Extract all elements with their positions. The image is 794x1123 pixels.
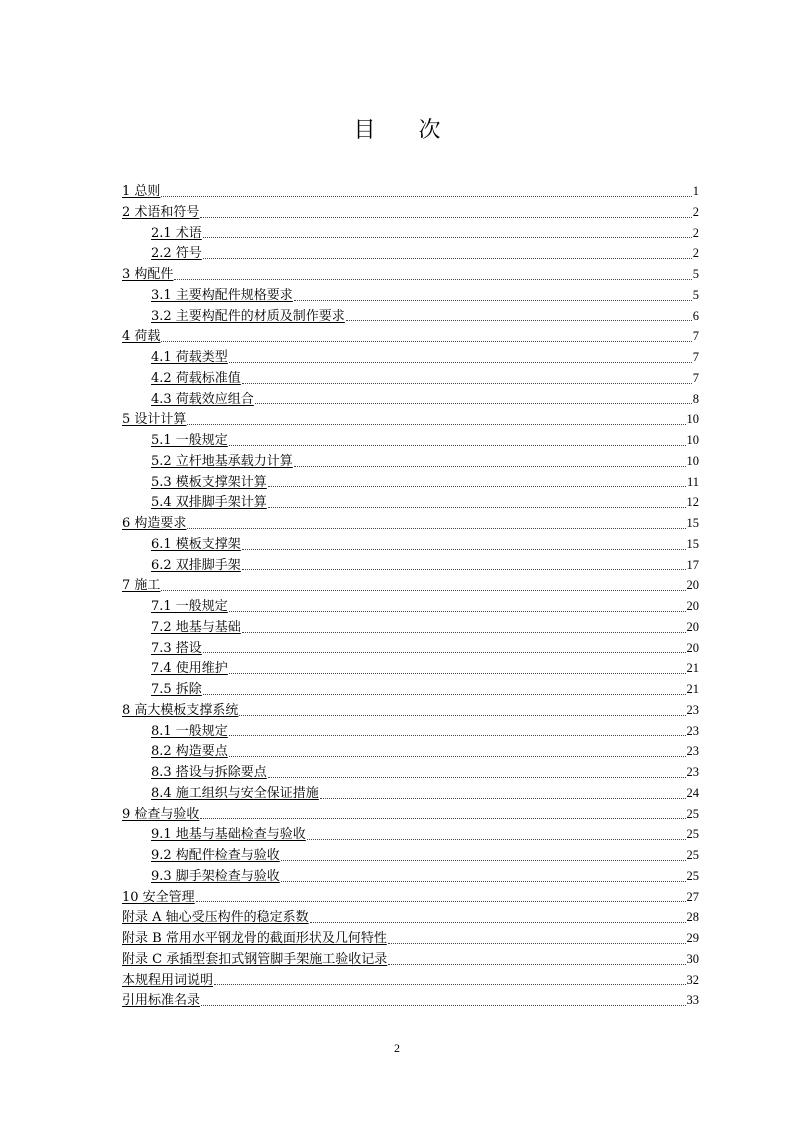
toc-entry-page: 7 bbox=[692, 350, 699, 364]
toc-entry[interactable] bbox=[122, 513, 699, 534]
toc-entry[interactable] bbox=[122, 202, 699, 223]
toc-entry-label[interactable]: 5.4 双排脚手架计算 bbox=[151, 495, 267, 511]
dot-leader bbox=[268, 777, 686, 778]
table-of-contents bbox=[122, 181, 699, 1011]
dot-leader bbox=[161, 341, 691, 342]
toc-entry-label[interactable]: 7.3 搭设 bbox=[151, 640, 202, 656]
toc-entry-label[interactable]: 7.2 地基与基础 bbox=[151, 619, 241, 635]
toc-entry-label[interactable]: 6.1 模板支撑架 bbox=[151, 536, 241, 552]
dot-leader bbox=[200, 818, 685, 819]
dot-leader bbox=[203, 237, 692, 238]
toc-entry-page: 27 bbox=[686, 889, 699, 904]
toc-entry-page: 33 bbox=[686, 993, 699, 1008]
toc-entry-page: 23 bbox=[686, 702, 699, 717]
toc-entry[interactable] bbox=[122, 907, 699, 928]
toc-entry-label[interactable]: 5.3 模板支撑架计算 bbox=[151, 474, 267, 490]
toc-entry-page: 5 bbox=[692, 287, 699, 302]
dot-leader bbox=[229, 445, 686, 446]
toc-entry-label[interactable]: 7.4 使用维护 bbox=[151, 661, 228, 677]
toc-entry-label[interactable]: 4.1 荷载类型 bbox=[151, 350, 228, 365]
toc-entry-label[interactable]: 8.1 一般规定 bbox=[151, 723, 228, 739]
toc-entry-page: 23 bbox=[686, 744, 699, 759]
toc-entry[interactable] bbox=[122, 451, 699, 472]
dot-leader bbox=[310, 922, 686, 923]
page-number: 2 bbox=[394, 1041, 400, 1055]
dot-leader bbox=[388, 964, 685, 965]
toc-entry-page: 10 bbox=[686, 433, 699, 447]
toc-entry[interactable] bbox=[122, 596, 699, 617]
toc-entry[interactable] bbox=[122, 990, 699, 1011]
dot-leader bbox=[294, 300, 692, 301]
toc-entry-label[interactable]: 2 术语和符号 bbox=[122, 204, 200, 220]
toc-entry-label[interactable]: 8.3 搭设与拆除要点 bbox=[151, 765, 267, 780]
dot-leader bbox=[229, 673, 686, 674]
toc-entry-label[interactable]: 5 设计计算 bbox=[122, 412, 187, 428]
toc-entry[interactable] bbox=[122, 700, 699, 721]
toc-entry-label[interactable]: 6.2 双排脚手架 bbox=[151, 557, 241, 573]
dot-leader bbox=[242, 549, 686, 550]
dot-leader bbox=[281, 860, 686, 861]
toc-entry[interactable] bbox=[122, 430, 699, 451]
toc-entry-page: 12 bbox=[686, 495, 699, 510]
toc-entry-page: 23 bbox=[686, 723, 699, 738]
toc-entry-page: 2 bbox=[692, 204, 699, 219]
toc-entry[interactable] bbox=[122, 264, 699, 285]
toc-entry-label[interactable]: 1 总则 bbox=[122, 184, 161, 199]
toc-entry-label[interactable]: 2.1 术语 bbox=[151, 225, 202, 241]
toc-entry[interactable] bbox=[122, 389, 699, 410]
dot-leader bbox=[268, 507, 686, 508]
dot-leader bbox=[242, 632, 686, 633]
toc-entry[interactable] bbox=[122, 804, 699, 825]
toc-entry-label[interactable]: 附录 C 承插型套扣式钢管脚手架施工验收记录 bbox=[122, 951, 388, 967]
toc-entry[interactable] bbox=[122, 243, 699, 264]
toc-entry-page: 15 bbox=[686, 516, 699, 530]
dot-leader bbox=[255, 403, 692, 404]
toc-entry-page: 32 bbox=[686, 972, 699, 987]
toc-entry[interactable] bbox=[122, 928, 699, 949]
toc-entry[interactable] bbox=[122, 223, 699, 244]
dot-leader bbox=[196, 901, 686, 902]
toc-entry-label[interactable]: 附录 B 常用水平钢龙骨的截面形状及几何特性 bbox=[122, 931, 387, 946]
toc-entry-label[interactable]: 4.2 荷载标准值 bbox=[151, 370, 241, 386]
toc-entry-label[interactable]: 本规程用词说明 bbox=[122, 972, 214, 988]
toc-entry-page: 10 bbox=[686, 412, 699, 427]
toc-entry-label[interactable]: 8.4 施工组织与安全保证措施 bbox=[151, 785, 319, 801]
toc-entry-page: 21 bbox=[686, 661, 699, 676]
toc-entry-page: 6 bbox=[692, 308, 699, 323]
toc-entry-page: 25 bbox=[686, 806, 699, 821]
toc-entry[interactable] bbox=[122, 306, 699, 327]
dot-leader bbox=[200, 217, 691, 218]
dot-leader bbox=[229, 362, 692, 363]
toc-entry[interactable] bbox=[122, 658, 699, 679]
toc-entry-page: 25 bbox=[686, 848, 699, 862]
dot-leader bbox=[201, 1005, 685, 1006]
toc-entry-page: 23 bbox=[686, 765, 699, 779]
toc-entry-label[interactable]: 附录 A 轴心受压构件的稳定系数 bbox=[122, 910, 309, 926]
toc-entry[interactable] bbox=[122, 181, 699, 202]
toc-entry[interactable] bbox=[122, 845, 699, 866]
toc-entry-page: 15 bbox=[686, 536, 699, 551]
toc-entry-page: 5 bbox=[692, 267, 699, 281]
toc-entry-label[interactable]: 9.3 脚手架检查与验收 bbox=[151, 868, 280, 884]
toc-entry-page: 17 bbox=[686, 557, 699, 572]
toc-entry-page: 11 bbox=[686, 474, 699, 489]
dot-leader bbox=[161, 196, 691, 197]
toc-entry[interactable] bbox=[122, 617, 699, 638]
toc-entry-label[interactable]: 8 高大模板支撑系统 bbox=[122, 702, 239, 718]
toc-entry-label[interactable]: 9 检查与验收 bbox=[122, 806, 200, 822]
dot-leader bbox=[203, 258, 692, 259]
toc-entry-label[interactable]: 7.5 拆除 bbox=[151, 682, 202, 697]
toc-entry[interactable] bbox=[122, 762, 699, 783]
dot-leader bbox=[268, 486, 686, 487]
toc-entry-label[interactable]: 引用标准名录 bbox=[122, 993, 201, 1009]
toc-entry-page: 25 bbox=[686, 827, 699, 842]
toc-entry-page: 10 bbox=[686, 453, 699, 468]
toc-entry[interactable] bbox=[122, 866, 699, 887]
toc-entry[interactable] bbox=[122, 575, 699, 596]
toc-entry[interactable] bbox=[122, 638, 699, 659]
toc-entry-page: 24 bbox=[686, 785, 699, 800]
toc-entry-label[interactable]: 2.2 符号 bbox=[151, 246, 202, 262]
dot-leader bbox=[294, 466, 686, 467]
toc-entry-page: 20 bbox=[686, 640, 699, 655]
toc-entry-label[interactable]: 9.2 构配件检查与验收 bbox=[151, 848, 280, 863]
dot-leader bbox=[187, 424, 685, 425]
toc-entry-label[interactable]: 3.1 主要构配件规格要求 bbox=[151, 287, 293, 303]
toc-entry[interactable] bbox=[122, 741, 699, 762]
toc-entry[interactable] bbox=[122, 555, 699, 576]
toc-entry-page: 29 bbox=[686, 931, 699, 945]
toc-entry[interactable] bbox=[122, 492, 699, 513]
toc-entry[interactable] bbox=[122, 679, 699, 700]
toc-entry-label[interactable]: 5.1 一般规定 bbox=[151, 433, 228, 448]
toc-entry-label[interactable]: 4.3 荷载效应组合 bbox=[151, 391, 254, 407]
toc-entry-page: 8 bbox=[692, 391, 699, 406]
toc-entry[interactable] bbox=[122, 285, 699, 306]
toc-entry[interactable] bbox=[122, 534, 699, 555]
dot-leader bbox=[187, 528, 685, 529]
dot-leader bbox=[174, 279, 691, 280]
toc-entry[interactable] bbox=[122, 347, 699, 368]
toc-entry-label[interactable]: 10 安全管理 bbox=[122, 889, 195, 905]
toc-entry-label[interactable]: 6 构造要求 bbox=[122, 516, 187, 531]
dot-leader bbox=[239, 715, 685, 716]
toc-entry[interactable] bbox=[122, 949, 699, 970]
toc-entry-page: 30 bbox=[686, 951, 699, 966]
toc-entry-label[interactable]: 5.2 立杆地基承载力计算 bbox=[151, 453, 293, 469]
toc-entry-label[interactable]: 4 荷载 bbox=[122, 329, 161, 345]
dot-leader bbox=[388, 943, 686, 944]
dot-leader bbox=[229, 756, 686, 757]
dot-leader bbox=[203, 652, 686, 653]
toc-entry[interactable] bbox=[122, 887, 699, 908]
toc-entry-page: 1 bbox=[692, 184, 699, 198]
toc-entry-label[interactable]: 3.2 主要构配件的材质及制作要求 bbox=[151, 308, 345, 324]
dot-leader bbox=[229, 735, 686, 736]
dot-leader bbox=[242, 383, 692, 384]
dot-leader bbox=[229, 611, 686, 612]
dot-leader bbox=[242, 569, 686, 570]
dot-leader bbox=[203, 694, 686, 695]
toc-entry-page: 7 bbox=[692, 370, 699, 385]
toc-entry-page: 20 bbox=[686, 578, 699, 593]
toc-entry[interactable] bbox=[122, 368, 699, 389]
toc-entry-label[interactable]: 7 施工 bbox=[122, 578, 161, 594]
toc-entry-page: 28 bbox=[686, 910, 699, 925]
dot-leader bbox=[161, 590, 685, 591]
toc-entry[interactable] bbox=[122, 783, 699, 804]
toc-entry-page: 2 bbox=[692, 246, 699, 261]
toc-entry[interactable] bbox=[122, 824, 699, 845]
toc-entry-page: 21 bbox=[686, 682, 699, 696]
toc-entry-label[interactable]: 7.1 一般规定 bbox=[151, 599, 228, 614]
dot-leader bbox=[214, 984, 685, 985]
toc-entry-label[interactable]: 8.2 构造要点 bbox=[151, 744, 228, 760]
page-title: 目 次 bbox=[353, 118, 459, 143]
dot-leader bbox=[346, 320, 692, 321]
dot-leader bbox=[320, 798, 686, 799]
toc-entry-page: 20 bbox=[686, 599, 699, 613]
dot-leader bbox=[281, 881, 686, 882]
toc-entry[interactable] bbox=[122, 472, 699, 493]
toc-entry-page: 7 bbox=[692, 329, 699, 344]
toc-entry-page: 25 bbox=[686, 868, 699, 883]
toc-entry-page: 20 bbox=[686, 619, 699, 634]
toc-entry[interactable] bbox=[122, 409, 699, 430]
toc-entry[interactable] bbox=[122, 721, 699, 742]
dot-leader bbox=[307, 839, 686, 840]
toc-entry[interactable] bbox=[122, 326, 699, 347]
toc-entry-label[interactable]: 9.1 地基与基础检查与验收 bbox=[151, 827, 306, 843]
toc-entry-page: 2 bbox=[692, 225, 699, 240]
toc-entry-label[interactable]: 3 构配件 bbox=[122, 267, 174, 282]
toc-entry[interactable] bbox=[122, 970, 699, 991]
